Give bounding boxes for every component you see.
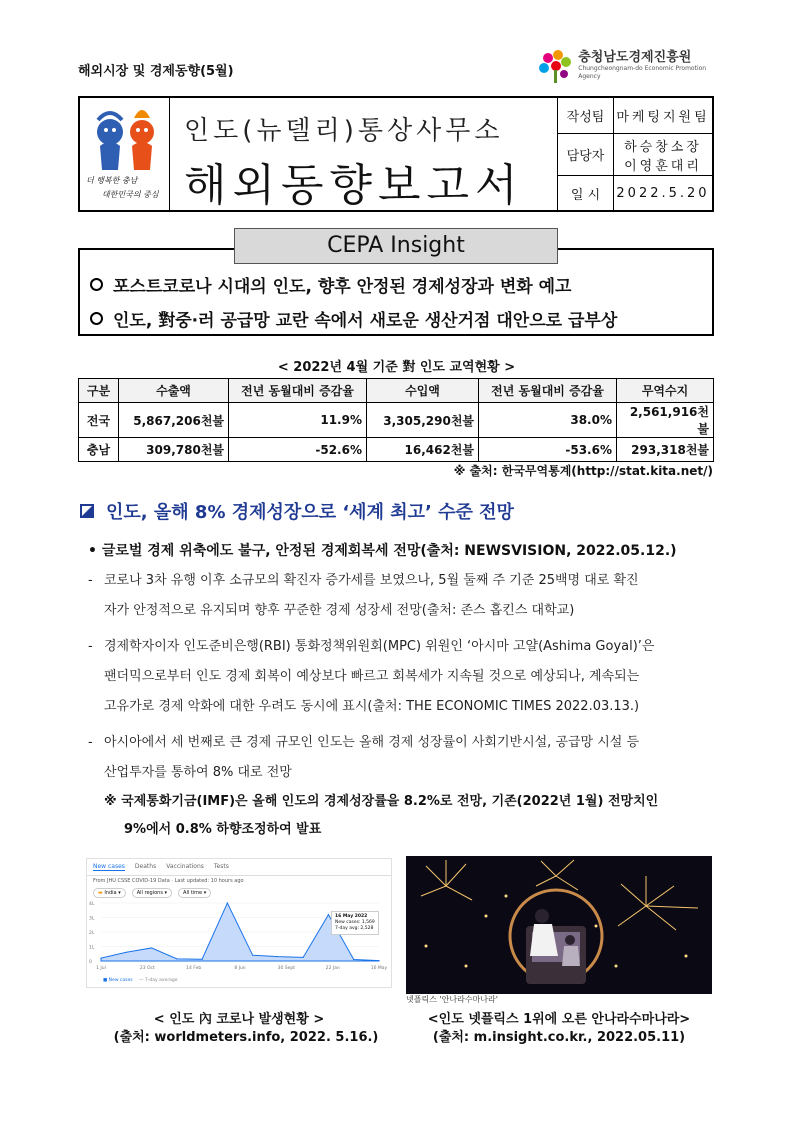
- x-tick-label: 14 Feb: [186, 966, 202, 971]
- note-line: 9%에서 0.8% 하향조정하여 발표: [124, 822, 322, 837]
- table-row: [79, 403, 714, 438]
- data-point: [227, 902, 228, 903]
- x-tick-label: 1 Jul: [96, 966, 106, 971]
- time-select-value: All time: [183, 890, 203, 896]
- data-point: [303, 957, 304, 958]
- chart-source-line: From JHU CSSE COVID-19 Data · Last updated: 10 hours ago: [93, 878, 244, 884]
- paragraph-line: 코로나 3차 유행 이후 소규모의 확진자 증가세를 보였으나, 5월 둘째 주 기준 25백명 대로 확진: [104, 573, 639, 588]
- meta-value-staff-1: 하승창소장: [624, 139, 702, 155]
- cepa-item-text: 포스트코로나 시대의 인도, 향후 안정된 경제성장과 변화 예고: [113, 277, 572, 297]
- cepa-item-text: 인도, 對중·러 공급망 교란 속에서 새로운 생산거점 대안으로 급부상: [113, 311, 618, 331]
- sub-heading: [88, 540, 677, 560]
- report-series-label: 해외시장 및 경제동향(5월): [78, 64, 234, 79]
- y-tick-label: 3L: [89, 916, 95, 922]
- table-cell: 309,780천불: [119, 438, 229, 462]
- tab-vaccinations[interactable]: Vaccinations: [166, 863, 204, 870]
- dash-icon: -: [88, 735, 93, 750]
- data-point: [277, 956, 278, 957]
- bullet-icon: •: [88, 543, 97, 559]
- data-point: [353, 959, 354, 960]
- meta-key-team: 작성팀: [558, 98, 614, 133]
- trade-table-title: < 2022년 4월 기준 對 인도 교역현황 >: [277, 360, 516, 375]
- note-line: ※ 국제통화기금(IMF)은 올해 인도의 경제성장률을 8.2%로 전망, 기존(2022년 1월) 전망치인: [104, 794, 659, 809]
- covid-area-chart: [87, 895, 391, 987]
- mascot-slogan-2: 대한민국의 중심: [102, 190, 159, 199]
- paragraph-line: 경제학자이자 인도준비은행(RBI) 통화정책위원회(MPC) 위원인 ‘아시마 고얄(Ashima Goyal)’은: [104, 639, 655, 654]
- table-cell: 5,867,206천불: [119, 403, 229, 438]
- time-select[interactable]: All time ▾: [178, 888, 211, 898]
- column-header: 전년 동월대비 증감율: [229, 379, 367, 403]
- table-cell: 11.9%: [229, 403, 367, 438]
- image2-caption: <인도 넷플릭스 1위에 오른 안나라수마나라>: [427, 1012, 691, 1027]
- y-tick-label: 1L: [89, 945, 95, 951]
- section-heading-text: 인도, 올해 8% 경제성장으로 ‘세계 최고’ 수준 전망: [106, 502, 514, 523]
- imf-note: [104, 788, 716, 844]
- report-header: [78, 96, 714, 212]
- y-tick-label: 4L: [89, 902, 95, 907]
- cepa-insight-tab: CEPA Insight: [234, 228, 558, 264]
- covid-chart-screenshot: [86, 858, 392, 988]
- dash-icon: -: [88, 573, 93, 588]
- paragraph: [88, 566, 718, 626]
- sub-heading-text: 글로벌 경제 위축에도 불구, 안정된 경제회복세 전망(출처: NEWSVISION, 2022.05.12.): [101, 543, 677, 559]
- table-cell: 3,305,290천불: [367, 403, 479, 438]
- data-point: [126, 952, 127, 953]
- y-tick-label: 0: [89, 960, 92, 965]
- x-tick-label: 30 Sept: [277, 966, 296, 971]
- x-tick-label: 22 Jan: [325, 966, 340, 971]
- mascot-slogan-1: 더 행복한 충남: [86, 176, 138, 185]
- data-point: [201, 959, 202, 960]
- data-point: [176, 958, 177, 959]
- paragraph-line: 팬더믹으로부터 인도 경제 회복이 예상보다 빠르고 회복세가 지속될 것으로 예상되나, 계속되는: [104, 669, 640, 684]
- region-select[interactable]: All regions ▾: [132, 888, 172, 898]
- x-tick-label: 16 May: [370, 966, 388, 971]
- x-tick-label: 23 Oct: [139, 966, 155, 971]
- office-title: 인도(뉴델리)통상사무소: [184, 116, 504, 146]
- mascot-logo: [80, 98, 170, 210]
- cepa-item: [90, 272, 571, 297]
- paragraph: [88, 728, 718, 788]
- region-select-value: All regions: [136, 890, 163, 896]
- circle-bullet-icon: [90, 312, 103, 325]
- org-flower-icon: [536, 48, 572, 84]
- cepa-item: [90, 306, 617, 331]
- data-point: [328, 914, 329, 915]
- column-header: 무역수지: [617, 379, 714, 403]
- chart-tooltip: [331, 911, 379, 935]
- table-cell: -52.6%: [229, 438, 367, 462]
- image2-source: (출처: m.insight.co.kr., 2022.05.11): [432, 1030, 686, 1045]
- image1-caption: < 인도 內 코로나 발생현황 >: [153, 1012, 325, 1027]
- netflix-drama-photo: [406, 856, 712, 994]
- column-header: 구분: [79, 379, 119, 403]
- paragraph: [88, 632, 718, 722]
- tooltip-line: 7-day avg: 2,528: [335, 926, 374, 931]
- table-row: [79, 438, 714, 462]
- table-cell: -53.6%: [479, 438, 617, 462]
- legend-entry: — 7-day average: [139, 978, 178, 983]
- meta-value-team: 마케팅지원팀: [616, 110, 710, 125]
- table-cell: 293,318천불: [617, 438, 714, 462]
- org-name: 충청남도경제진흥원: [578, 50, 692, 65]
- org-logo: [536, 48, 716, 84]
- column-header: 전년 동월대비 증감율: [479, 379, 617, 403]
- tooltip-line: New cases: 1,569: [335, 920, 375, 925]
- paragraph-line: 고유가로 경제 악화에 대한 우려도 동시에 표시(출처: THE ECONOMIC TIMES 2022.03.13.): [104, 699, 640, 714]
- photo-watermark: 넷플릭스 '안나라수마나라': [406, 995, 498, 1004]
- paragraph-line: 자가 안정적으로 유지되며 향후 꾸준한 경제 성장세 전망(출처: 존스 홉킨스 대학교): [104, 603, 575, 618]
- data-point: [252, 955, 253, 956]
- section-heading: [80, 498, 514, 524]
- country-select-value: India: [104, 890, 117, 896]
- report-title: 해외동향보고서: [184, 160, 524, 211]
- data-point: [100, 958, 101, 959]
- paragraph-line: 산업투자를 통하여 8% 대로 전망: [104, 765, 292, 780]
- meta-key-staff: 담당자: [558, 134, 614, 175]
- column-header: 수출액: [119, 379, 229, 403]
- tab-new-cases[interactable]: New cases: [93, 863, 125, 870]
- data-point: [151, 947, 152, 948]
- trade-table: [78, 378, 714, 462]
- section-square-icon: [80, 504, 94, 518]
- dash-icon: -: [88, 639, 93, 654]
- x-tick-label: 8 Jun: [234, 966, 246, 971]
- tab-tests[interactable]: Tests: [213, 863, 229, 870]
- data-point: [378, 960, 379, 961]
- tab-deaths[interactable]: Deaths: [134, 863, 157, 870]
- table-cell: 충남: [79, 438, 119, 462]
- table-cell: 16,462천불: [367, 438, 479, 462]
- column-header: 수입액: [367, 379, 479, 403]
- y-tick-label: 2L: [89, 931, 95, 936]
- meta-value-date: 2022.5.20: [616, 185, 710, 201]
- meta-key-date: 일 시: [558, 176, 614, 210]
- table-cell: 2,561,916천불: [617, 403, 714, 438]
- tooltip-date: 16 May 2022: [335, 914, 368, 919]
- org-name-en: Chungcheongnam-do Economic Promotion Agency: [578, 65, 707, 80]
- country-select[interactable]: ▬ India ▾: [93, 888, 126, 898]
- paragraph-line: 아시아에서 세 번째로 큰 경제 규모인 인도는 올해 경제 성장률이 사회기반시설, 공급망 시설 등: [104, 735, 640, 750]
- trade-source: ※ 출처: 한국무역통계(http://stat.kita.net/): [453, 464, 713, 478]
- report-meta: [558, 98, 712, 210]
- circle-bullet-icon: [90, 278, 103, 291]
- legend-entry: ■ New cases: [103, 978, 133, 983]
- table-cell: 38.0%: [479, 403, 617, 438]
- table-header-row: [79, 379, 714, 403]
- table-cell: 전국: [79, 403, 119, 438]
- image1-source: (출처: worldmeters.info, 2022. 5.16.): [113, 1030, 379, 1045]
- meta-value-staff-2: 이영훈대리: [624, 158, 702, 174]
- fireworks-image: [406, 856, 712, 994]
